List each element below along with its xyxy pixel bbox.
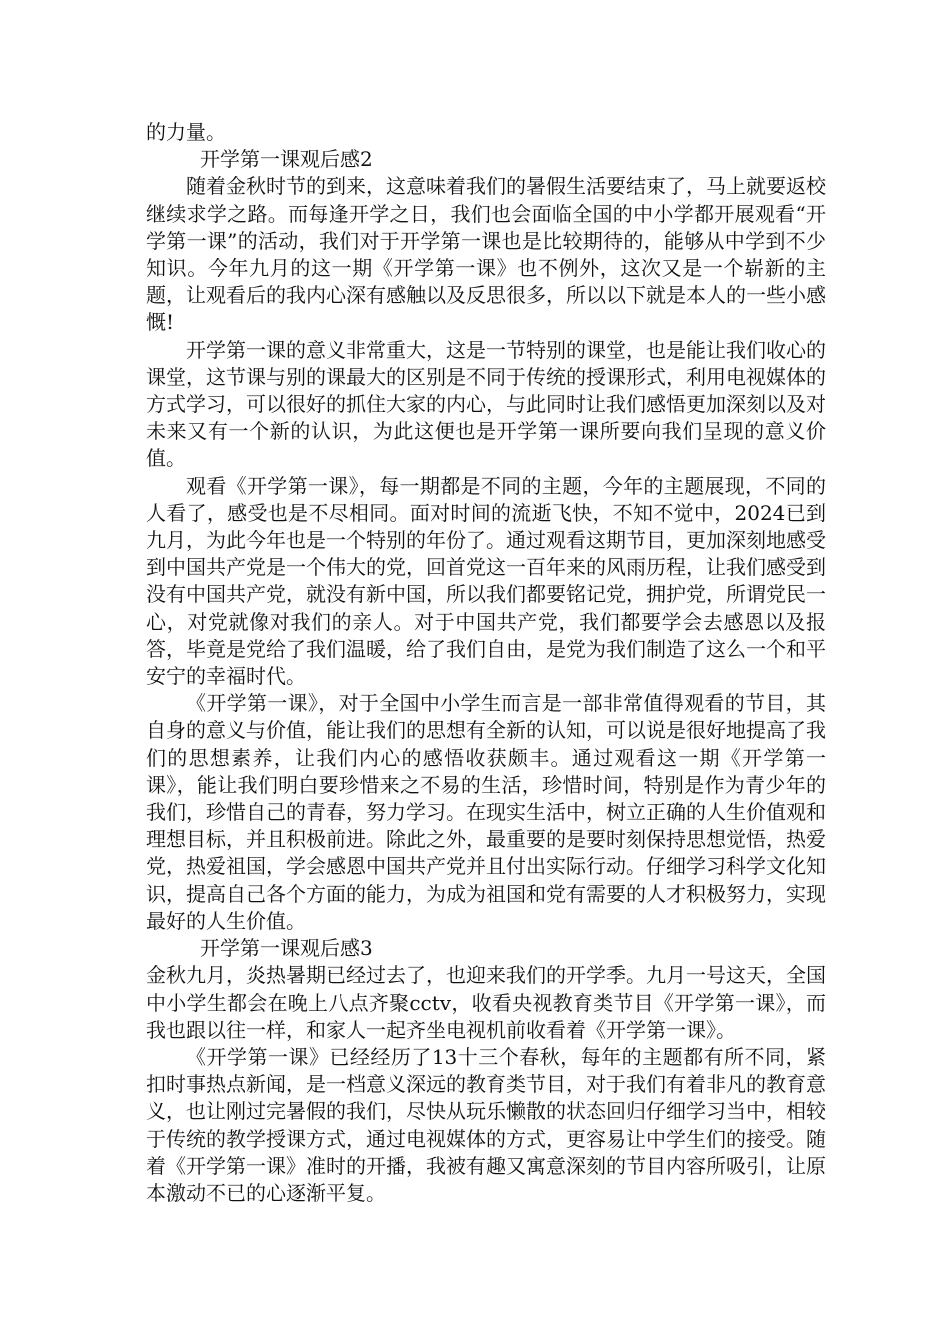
paragraph: 随着金秋时节的到来，这意味着我们的暑假生活要结束了，马上就要返校继续求学之路。而每逢开学之日，我们也会面临全国的中小学都开展观看“开学第一课”的活动，我们对于开学第一课也是比较期待的，能够从中学到不少知识。今年九月的这一期《开学第一课》也不例外，这次又是一个崭新的主题，让观看后的我内心深有感触以及反思很多，所以以下就是本人的一些小感慨! (146, 174, 826, 335)
section-heading-3: 开学第一课观后感3 (200, 936, 373, 961)
section-heading-2: 开学第一课观后感2 (200, 147, 373, 172)
document-page (146, 119, 826, 1207)
paragraph: 《开学第一课》已经经历了13十三个春秋，每年的主题都有所不同，紧扣时事热点新闻，是一档意义深远的教育类节目，对于我们有着非凡的教育意义，也让刚过完暑假的我们，尽快从玩乐懒散的状态回归仔细学习当中，相较于传统的教学授课方式，通过电视媒体的方式，更容易让中学生们的接受。随着《开学第一课》准时的开播，我被有趣又寓意深刻的节目内容所吸引，让原本激动不已的心逐渐平复。 (146, 1044, 826, 1205)
paragraph: 金秋九月，炎热暑期已经过去了，也迎来我们的开学季。九月一号这天，全国中小学生都会在晚上八点齐聚cctv，收看央视教育类节目《开学第一课》，而我也跟以往一样，和家人一起齐坐电视机前收看着《开学第一课》。 (146, 963, 826, 1042)
paragraph: 开学第一课的意义非常重大，这是一节特别的课堂，也是能让我们收心的课堂，这节课与别的课最大的区别是不同于传统的授课形式，利用电视媒体的方式学习，可以很好的抓住大家的内心，与此同时让我们感悟更加深刻以及对未来又有一个新的认识，为此这便也是开学第一课所要向我们呈现的意义价值。 (146, 337, 826, 471)
paragraph-continuation: 的力量。 (146, 120, 226, 144)
paragraph: 观看《开学第一课》，每一期都是不同的主题，今年的主题展现，不同的人看了，感受也是不尽相同。面对时间的流逝飞快，不知不觉中，2024已到九月，为此今年也是一个特别的年份了。通过观看这期节目，更加深刻地感受到中国共产党是一个伟大的党，回首党这一百年来的风雨历程，让我们感受到没有中国共产党，就没有新中国，所以我们都要铭记党，拥护党，所谓党民一心，对党就像对我们的亲人。对于中国共产党，我们都要学会去感恩以及报答，毕竟是党给了我们温暖，给了我们自由，是党为我们制造了这么一个和平安宁的幸福时代。 (146, 473, 826, 689)
paragraph: 《开学第一课》，对于全国中小学生而言是一部非常值得观看的节目，其自身的意义与价值，能让我们的思想有全新的认知，可以说是很好地提高了我们的思想素养，让我们内心的感悟收获颇丰。通过观看这一期《开学第一课》，能让我们明白要珍惜来之不易的生活，珍惜时间，特别是作为青少年的我们，珍惜自己的青春，努力学习。在现实生活中，树立正确的人生价值观和理想目标，并且积极前进。除此之外，最重要的是要时刻保持思想觉悟，热爱党，热爱祖国，学会感恩中国共产党并且付出实际行动。仔细学习科学文化知识，提高自己各个方面的能力，为成为祖国和党有需要的人才积极努力，实现最好的人生价值。 (146, 691, 826, 933)
